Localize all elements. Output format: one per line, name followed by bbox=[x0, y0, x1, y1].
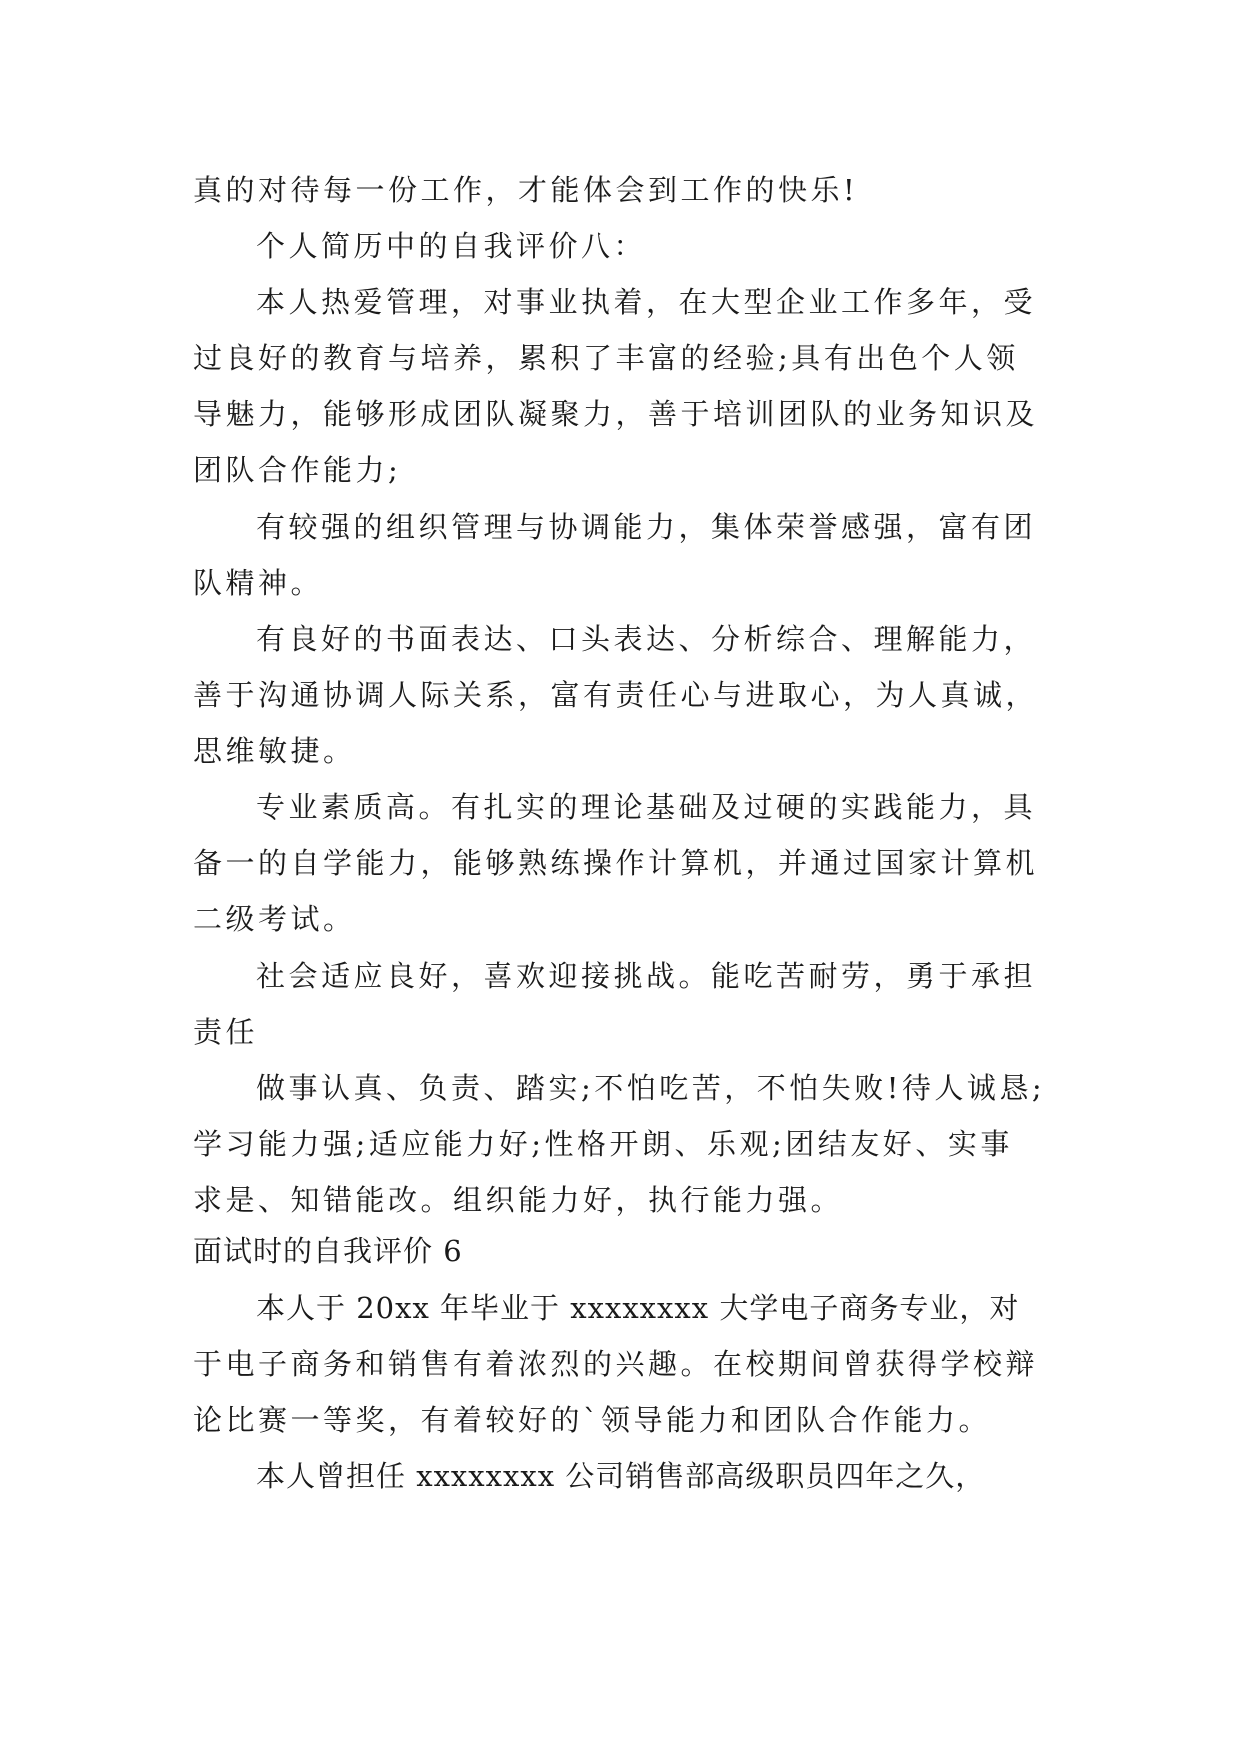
text-line: 有较强的组织管理与协调能力，集体荣誉感强，富有团 bbox=[256, 510, 1037, 544]
text-line: 社会适应良好，喜欢迎接挑战。能吃苦耐劳，勇于承担 bbox=[256, 959, 1037, 993]
text-line: 思维敏捷。 bbox=[193, 734, 356, 768]
text-line: 专业素质高。有扎实的理论基础及过硬的实践能力，具 bbox=[256, 790, 1037, 824]
text-line: 备一的自学能力，能够熟练操作计算机，并通过国家计算机 bbox=[193, 846, 1039, 880]
text-line: 责任 bbox=[193, 1015, 259, 1049]
text-line: 过良好的教育与培养，累积了丰富的经验;具有出色个人领 bbox=[193, 341, 1019, 375]
text-line: 本人于 20xx 年毕业于 xxxxxxxx 大学电子商务专业，对 bbox=[256, 1291, 1020, 1325]
text-line: 队精神。 bbox=[193, 566, 324, 600]
text-line: 善于沟通协调人际关系，富有责任心与进取心，为人真诚， bbox=[193, 678, 1039, 712]
section-heading: 个人简历中的自我评价八： bbox=[256, 229, 647, 263]
text-line: 团队合作能力; bbox=[193, 453, 402, 487]
text-line: 本人曾担任 xxxxxxxx 公司销售部高级职员四年之久， bbox=[256, 1459, 986, 1493]
text-line: 论比赛一等奖，有着较好的`领导能力和团队合作能力。 bbox=[193, 1403, 992, 1437]
text-line: 导魅力，能够形成团队凝聚力，善于培训团队的业务知识及 bbox=[193, 397, 1039, 431]
text-line: 求是、知错能改。组织能力好，执行能力强。 bbox=[193, 1183, 844, 1217]
text-line: 有良好的书面表达、口头表达、分析综合、理解能力， bbox=[256, 622, 1037, 656]
text-line: 二级考试。 bbox=[193, 902, 356, 936]
text-line: 做事认真、负责、踏实;不怕吃苦，不怕失败!待人诚恳; bbox=[256, 1071, 1046, 1105]
text-line: 于电子商务和销售有着浓烈的兴趣。在校期间曾获得学校辩 bbox=[193, 1347, 1039, 1381]
text-line: 学习能力强;适应能力好;性格开朗、乐观;团结友好、实事 bbox=[193, 1127, 1013, 1161]
text-line: 真的对待每一份工作，才能体会到工作的快乐! bbox=[193, 173, 859, 207]
text-line: 本人热爱管理，对事业执着，在大型企业工作多年，受 bbox=[256, 285, 1037, 319]
section-heading: 面试时的自我评价 6 bbox=[193, 1234, 463, 1268]
